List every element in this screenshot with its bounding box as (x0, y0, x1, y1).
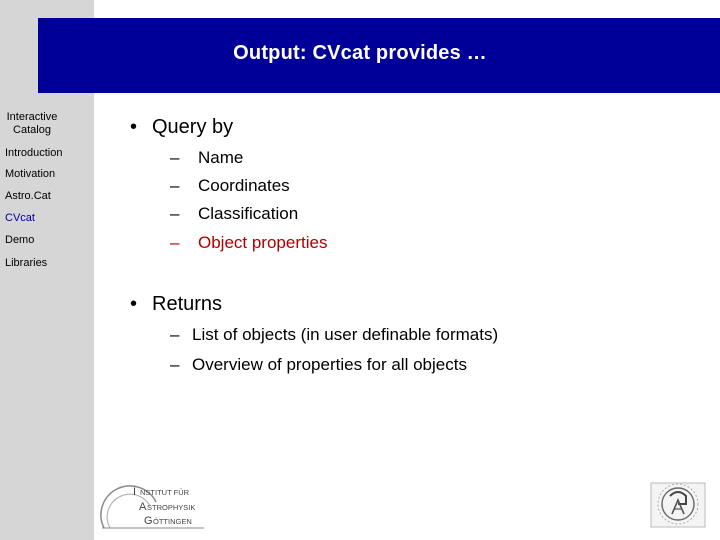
dome-icon (100, 482, 206, 530)
sidebar-item-demo[interactable] (5, 234, 34, 247)
sidebar-item-libraries[interactable] (5, 257, 47, 270)
sub-bullet-object-properties (170, 233, 327, 253)
sidebar-item-label: Interactive Catalog (6, 111, 58, 136)
sidebar-item-astrocat[interactable] (5, 190, 51, 203)
sub-bullet-label: Name (198, 148, 244, 167)
bullet-query-by (130, 116, 233, 139)
sidebar-item-cvcat[interactable] (5, 212, 35, 225)
sidebar-item-introduction[interactable] (5, 147, 62, 160)
sidebar-item-interactive-catalog[interactable] (2, 111, 62, 137)
sidebar-item-label: CVcat (5, 212, 35, 224)
dash-marker: – (170, 355, 180, 374)
logo-initial-g: G (144, 515, 153, 527)
bullet-marker: • (130, 116, 138, 138)
dash-marker: – (170, 204, 180, 223)
sub-bullet-label: Object properties (198, 233, 328, 252)
sub-bullet-label: Overview of properties for all objects (192, 355, 467, 374)
sub-bullet-list-of-objects (170, 325, 498, 345)
bullet-returns (130, 293, 222, 316)
dash-marker: – (170, 176, 180, 195)
slide-title: Output: CVcat provides … (233, 42, 487, 64)
logo-line-2: STROPHYSIK (147, 503, 196, 512)
sub-bullet-label: Classification (198, 204, 299, 223)
seal-icon (650, 482, 706, 528)
sub-bullet-overview (170, 355, 467, 375)
sub-bullet-label: List of objects (in user definable formats) (192, 325, 499, 344)
sidebar-item-label: Libraries (5, 257, 48, 269)
dash-marker: – (170, 233, 180, 252)
sub-bullet-label: Coordinates (198, 176, 290, 195)
bullet-label: Returns (152, 293, 223, 315)
logo-line-1: NSTITUT FÜR (140, 488, 190, 497)
sidebar-item-label: Demo (5, 234, 35, 246)
dash-marker: – (170, 325, 180, 344)
bullet-label: Query by (152, 116, 234, 138)
university-seal-logo (650, 482, 706, 528)
sidebar-item-label: Introduction (5, 147, 63, 159)
logo-line-3: ÖTTINGEN (153, 517, 192, 526)
bullet-marker: • (130, 293, 138, 315)
sub-bullet-name (170, 148, 243, 168)
logo-initial-i: I (133, 486, 137, 498)
sidebar-item-label: Astro.Cat (5, 190, 51, 202)
logo-initial-a: A (139, 501, 147, 513)
dash-marker: – (170, 148, 180, 167)
sub-bullet-classification (170, 204, 298, 224)
sidebar-item-label: Motivation (5, 168, 56, 180)
sub-bullet-coordinates (170, 176, 290, 196)
institute-logo (100, 482, 206, 530)
sidebar-item-motivation[interactable] (5, 168, 55, 181)
